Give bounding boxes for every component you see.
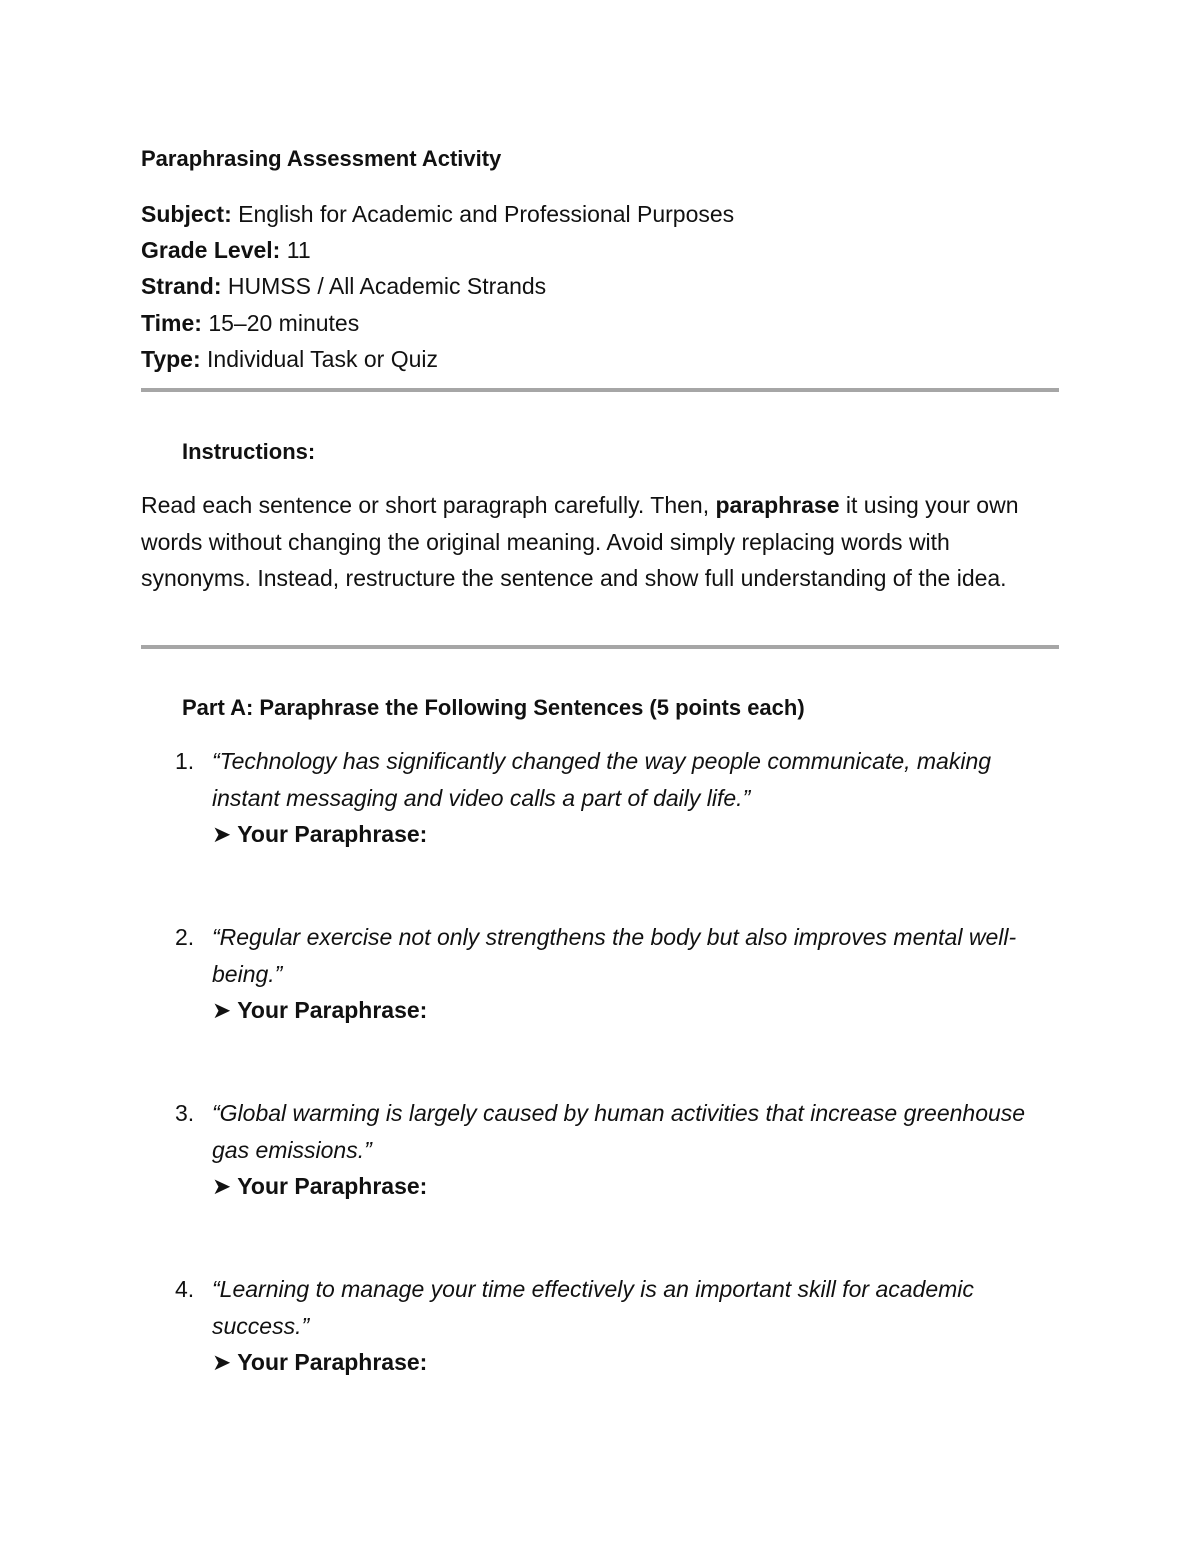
- answer-label: Your Paraphrase:: [237, 1173, 428, 1199]
- document-title: Paraphrasing Assessment Activity: [141, 146, 502, 171]
- question-number: 4.: [175, 1276, 195, 1302]
- arrow-bullet-icon: ➤: [212, 1173, 232, 1199]
- horizontal-divider: [141, 388, 1059, 392]
- question-body: [212, 1095, 1062, 1205]
- question-number: 2.: [175, 924, 195, 950]
- grade-level-label: Grade Level:: [141, 237, 281, 264]
- type-label: Type:: [141, 345, 201, 372]
- question-sentence: “Global warming is largely caused by human activities that increase greenhouse gas emissions.”: [212, 1100, 1026, 1163]
- strand-line: [141, 268, 734, 304]
- question-item-2: [141, 919, 1059, 1029]
- question-body: [212, 743, 1062, 853]
- question-sentence: “Learning to manage your time effectively is an important skill for academic success.”: [212, 1276, 974, 1339]
- answer-prompt: [212, 1168, 1062, 1205]
- instructions-text-start: Read each sentence or short paragraph carefully. Then,: [141, 492, 716, 518]
- subject-value: English for Academic and Professional Purposes: [238, 201, 735, 227]
- question-item-1: [141, 743, 1059, 853]
- type-value: Individual Task or Quiz: [207, 345, 438, 372]
- question-number: 1.: [175, 748, 195, 774]
- strand-value: HUMSS / All Academic Strands: [227, 273, 547, 300]
- question-item-3: [141, 1095, 1059, 1205]
- question-item-4: [141, 1271, 1059, 1381]
- answer-label: Your Paraphrase:: [237, 997, 428, 1023]
- question-sentence: “Technology has significantly changed the way people communicate, making instant messaging and video calls a part of daily life.”: [212, 748, 992, 811]
- activity-details: [141, 196, 734, 377]
- type-line: [141, 341, 734, 377]
- answer-label: Your Paraphrase:: [237, 821, 428, 847]
- time-value: 15–20 minutes: [208, 309, 360, 336]
- answer-prompt: [212, 816, 1062, 853]
- part-a-heading: Part A: Paraphrase the Following Sentences (5 points each): [182, 695, 805, 720]
- instructions-heading: Instructions:: [182, 439, 316, 464]
- instructions-bold-word: paraphrase: [715, 492, 840, 518]
- subject-label: Subject:: [141, 201, 232, 227]
- time-line: [141, 305, 734, 341]
- subject-line: [141, 196, 734, 232]
- question-number: 3.: [175, 1100, 195, 1126]
- arrow-bullet-icon: ➤: [212, 821, 232, 847]
- time-label: Time:: [141, 309, 202, 336]
- arrow-bullet-icon: ➤: [212, 1349, 232, 1375]
- question-body: [212, 919, 1062, 1029]
- grade-level-line: [141, 232, 734, 268]
- question-body: [212, 1271, 1062, 1381]
- instructions-text: [141, 487, 1059, 597]
- grade-level-value: 11: [286, 237, 311, 264]
- question-sentence: “Regular exercise not only strengthens the body but also improves mental well-being.”: [212, 924, 1017, 987]
- instructions-text-end: it using your own words without changing the original meaning. Avoid simply replacing words with synonyms. Instead, restructure the sentence and show full understanding of the idea.: [141, 492, 1019, 591]
- horizontal-divider: [141, 645, 1059, 649]
- strand-label: Strand:: [141, 273, 222, 300]
- arrow-bullet-icon: ➤: [212, 997, 232, 1023]
- answer-label: Your Paraphrase:: [237, 1349, 428, 1375]
- answer-prompt: [212, 1344, 1062, 1381]
- answer-prompt: [212, 992, 1062, 1029]
